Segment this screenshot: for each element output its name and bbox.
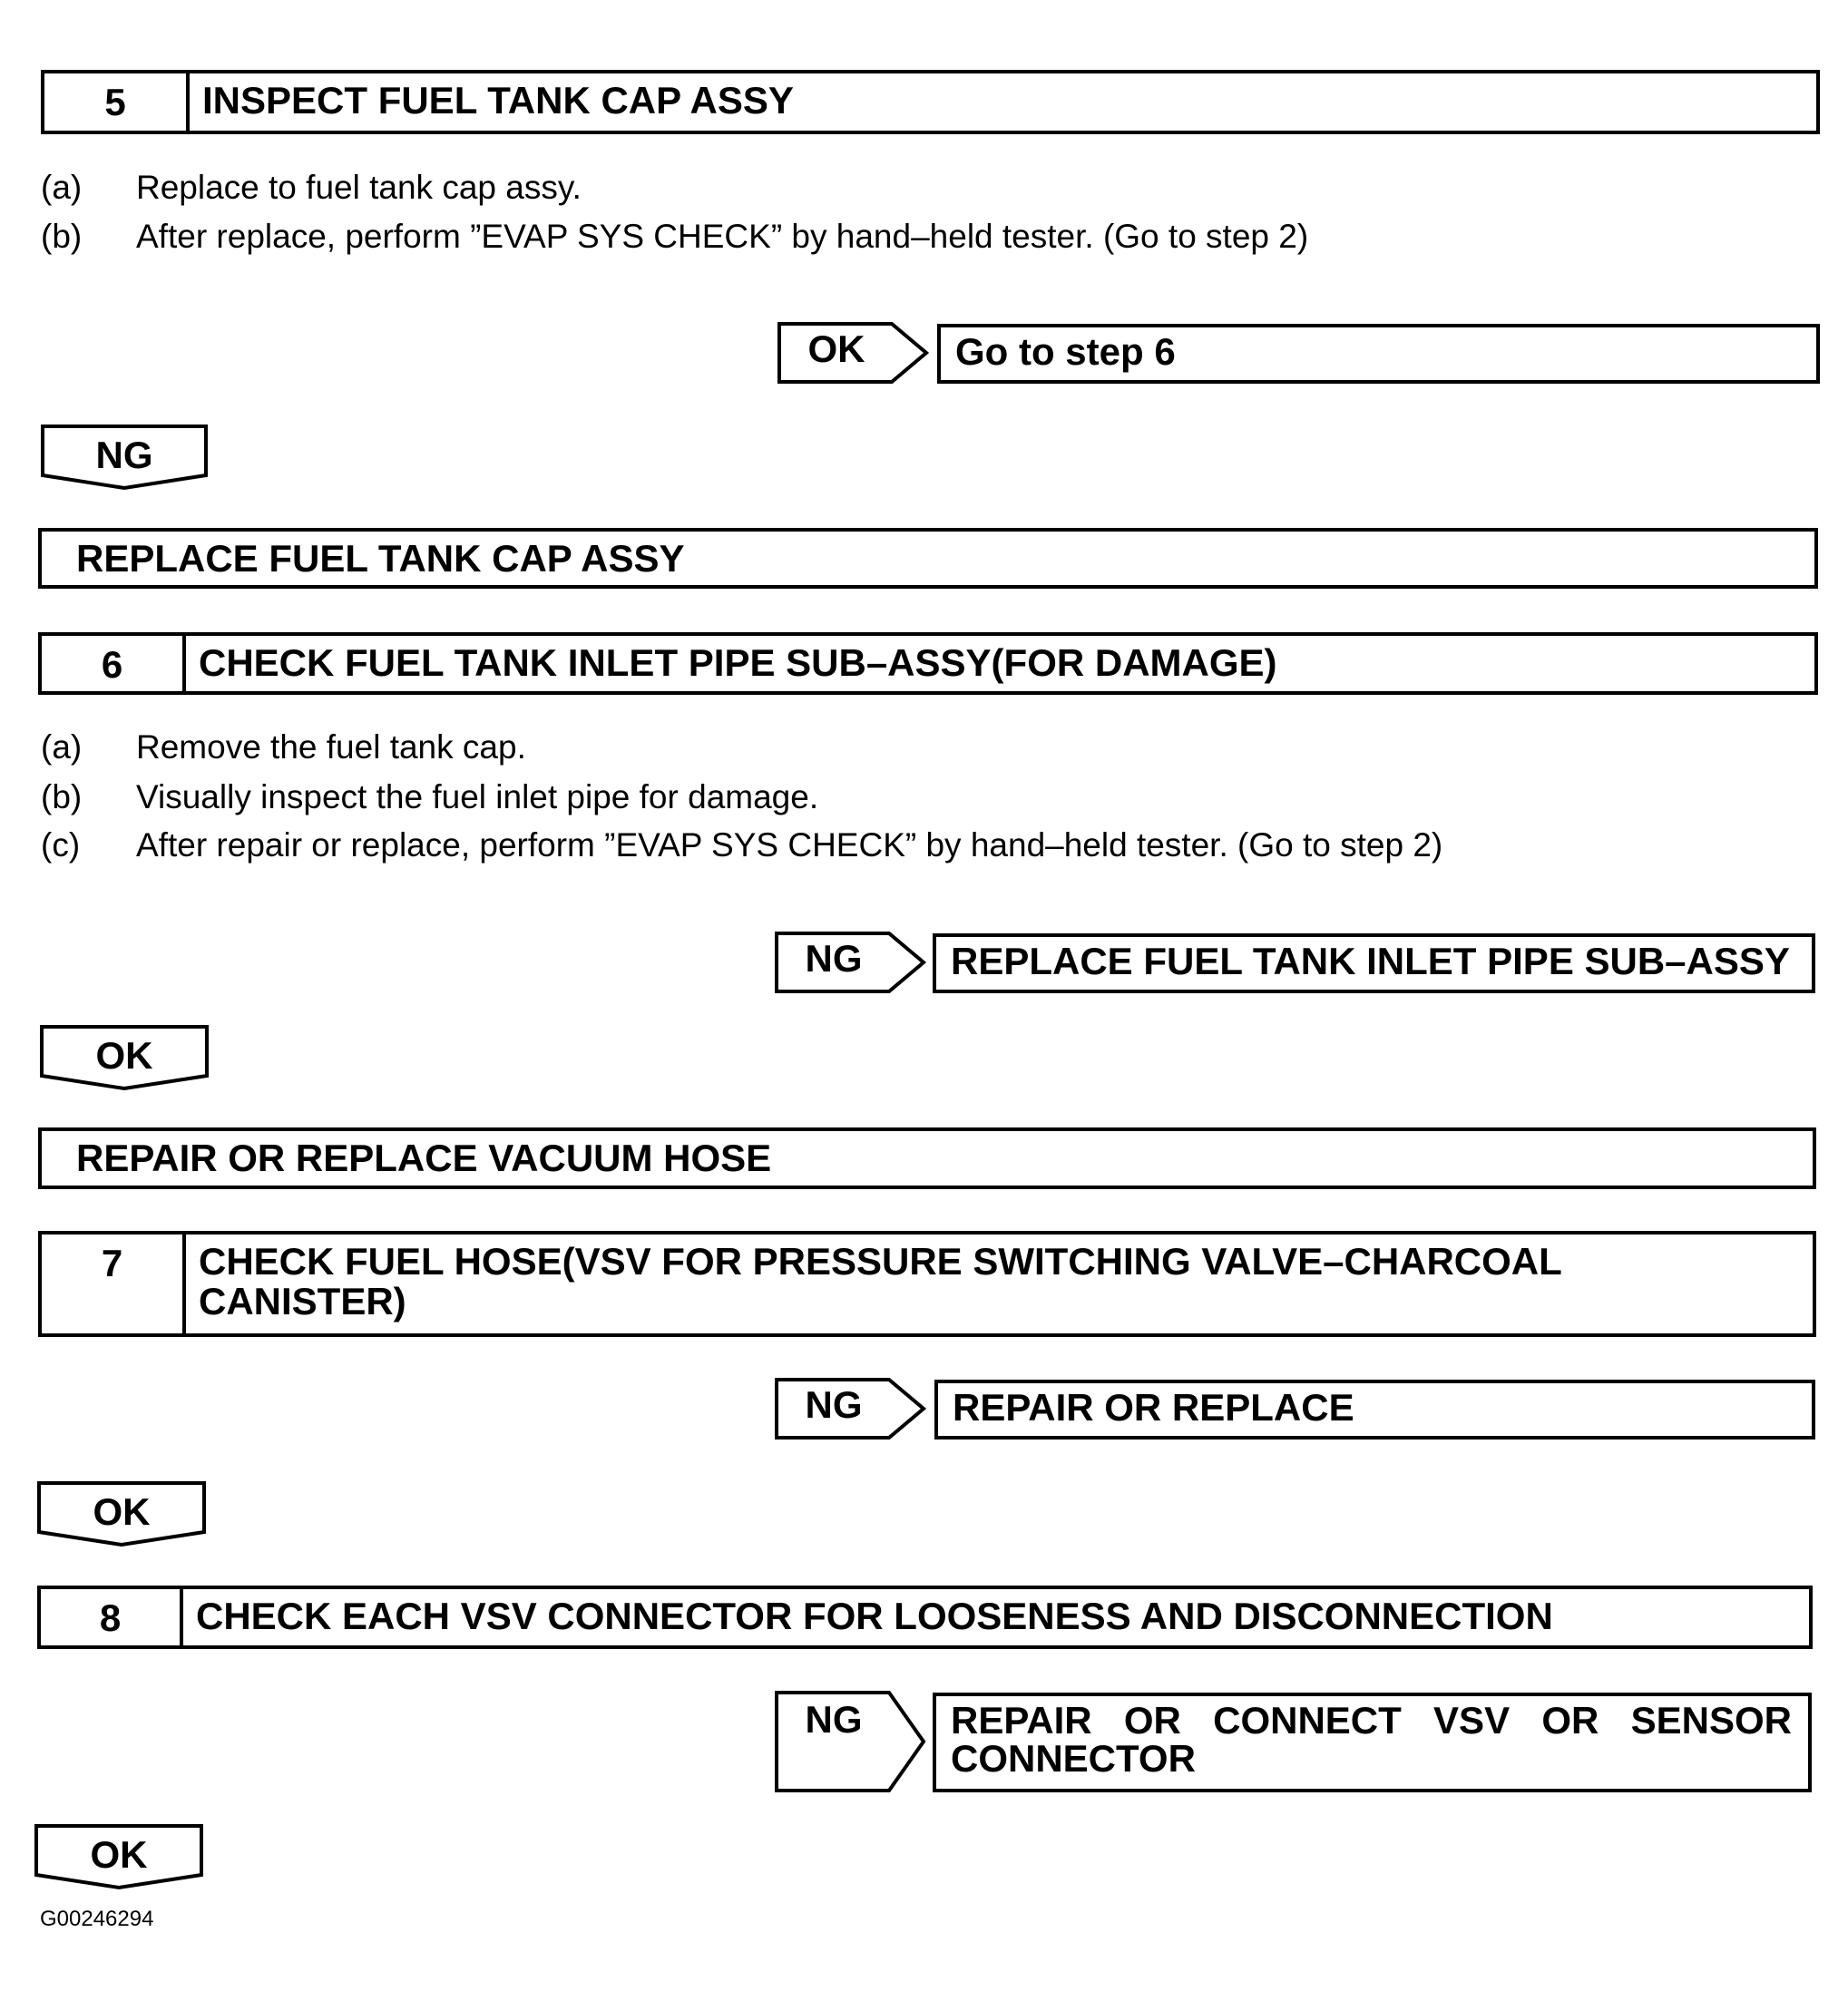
step-title-line: CHECK FUEL HOSE(VSV FOR PRESSURE SWITCHING VALVE–CHARCOAL <box>199 1240 1562 1283</box>
result-label-ok: OK <box>807 327 865 370</box>
step-number: 8 <box>41 1589 183 1645</box>
result-label-ok: OK <box>93 1490 151 1533</box>
result-action-box: REPAIR OR REPLACE <box>934 1380 1815 1440</box>
instruction-item <box>41 728 1765 768</box>
result-label-ng: NG <box>805 937 863 980</box>
instruction-item <box>41 778 1765 818</box>
result-action-line: REPAIR OR CONNECT VSV OR SENSOR <box>951 1699 1792 1742</box>
step-8-header <box>37 1586 1813 1649</box>
step-title: CHECK FUEL TANK INLET PIPE SUB–ASSY(FOR DAMAGE) <box>199 641 1277 684</box>
step-6-header <box>38 632 1818 695</box>
step-5-header <box>41 70 1820 134</box>
action-box: REPAIR OR REPLACE VACUUM HOSE <box>38 1127 1816 1189</box>
result-action-box <box>933 1693 1812 1792</box>
figure-code: G00246294 <box>40 1907 154 1931</box>
step-7-header <box>38 1231 1816 1337</box>
item-label: (b) <box>41 778 83 815</box>
step-title: CHECK EACH VSV CONNECTOR FOR LOOSENESS AND DISCONNECTION <box>196 1595 1553 1637</box>
step-number: 5 <box>44 73 190 131</box>
result-label-ok: OK <box>90 1833 148 1876</box>
instruction-item <box>41 218 1765 258</box>
result-action-line: CONNECTOR <box>951 1737 1196 1780</box>
item-label: (a) <box>41 169 83 206</box>
instruction-item <box>41 826 1765 866</box>
item-label: (a) <box>41 728 83 766</box>
instruction-item <box>41 169 1765 209</box>
action-box: REPLACE FUEL TANK CAP ASSY <box>38 528 1818 589</box>
step-title: INSPECT FUEL TANK CAP ASSY <box>202 79 794 122</box>
result-label-ok: OK <box>95 1034 153 1077</box>
step-title-line: CANISTER) <box>199 1280 406 1322</box>
step-title <box>186 1235 1562 1333</box>
item-text: After replace, perform ”EVAP SYS CHECK” by hand–held tester. (Go to step 2) <box>136 218 1309 255</box>
item-label: (c) <box>41 826 81 864</box>
item-text: Visually inspect the fuel inlet pipe for damage. <box>136 778 819 815</box>
result-label-ng: NG <box>805 1383 863 1426</box>
result-label-ng: NG <box>805 1698 863 1741</box>
result-action-box: REPLACE FUEL TANK INLET PIPE SUB–ASSY <box>933 933 1815 993</box>
item-label: (b) <box>41 218 83 255</box>
item-text: Remove the fuel tank cap. <box>136 728 526 766</box>
result-label-ng: NG <box>95 434 153 476</box>
step-number: 6 <box>42 636 186 691</box>
item-text: Replace to fuel tank cap assy. <box>136 169 582 206</box>
result-action-box: Go to step 6 <box>937 324 1820 384</box>
item-text: After repair or replace, perform ”EVAP SYS CHECK” by hand–held tester. (Go to step 2) <box>136 826 1443 864</box>
step-number: 7 <box>42 1235 186 1333</box>
